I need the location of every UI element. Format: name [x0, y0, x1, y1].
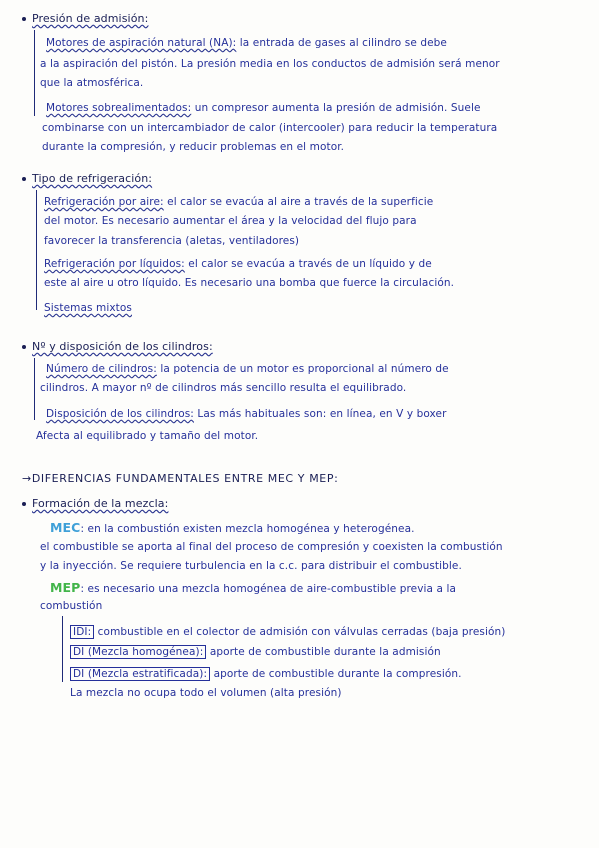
section-title-cylinders: Nº y disposición de los cilindros: — [22, 340, 213, 353]
bracket — [34, 358, 35, 420]
bullet-icon — [22, 17, 26, 21]
bullet-icon — [22, 177, 26, 181]
section-title-differences: →DIFERENCIAS FUNDAMENTALES ENTRE MEC Y MEP: — [22, 472, 339, 485]
note-line-idi: IDI: combustible en el colector de admisión con válvulas cerradas (baja presión) — [70, 626, 506, 639]
note-line: favorecer la transferencia (aletas, ventiladores) — [44, 235, 300, 247]
note-line: Número de cilindros: la potencia de un motor es proporcional al número de — [46, 363, 449, 375]
note-line: La mezcla no ocupa todo el volumen (alta presión) — [70, 687, 342, 699]
note-line: este al aire u otro líquido. Es necesario una bomba que fuerce la circulación. — [44, 277, 455, 289]
note-line-mep: MEP: es necesario una mezcla homogénea de aire-combustible previa a la — [50, 580, 457, 595]
note-line: Motores de aspiración natural (NA): la entrada de gases al cilindro se debe — [46, 37, 447, 49]
subsection-title-mixture: Formación de la mezcla: — [22, 497, 168, 510]
mec-label: MEC — [50, 520, 81, 535]
bracket — [34, 30, 35, 116]
note-line-di-homogeneous: DI (Mezcla homogénea): aporte de combustible durante la admisión — [70, 646, 441, 659]
bullet-icon — [22, 345, 26, 349]
note-line: a la aspiración del pistón. La presión media en los conductos de admisión será menor — [40, 58, 500, 70]
note-line: y la inyección. Se requiere turbulencia en la c.c. para distribuir el combustible. — [40, 560, 462, 572]
note-line: Motores sobrealimentados: un compresor aumenta la presión de admisión. Suele — [46, 102, 481, 114]
bracket — [62, 616, 63, 682]
note-line-di-stratified: DI (Mezcla estratificada): aporte de combustible durante la compresión. — [70, 668, 462, 681]
note-line: Disposición de los cilindros: Las más habituales son: en línea, en V y boxer — [46, 408, 447, 420]
note-line: combinarse con un intercambiador de calor (intercooler) para reducir la temperatura — [42, 122, 498, 134]
bullet-icon — [22, 502, 26, 506]
note-line: Sistemas mixtos — [44, 302, 132, 314]
section-title-admission: Presión de admisión: — [22, 12, 148, 25]
note-line: el combustible se aporta al final del proceso de compresión y coexisten la combustión — [40, 541, 503, 553]
bracket — [36, 190, 37, 310]
note-line: combustión — [40, 600, 103, 612]
note-line-mec: MEC: en la combustión existen mezcla homogénea y heterogénea. — [50, 520, 415, 535]
note-line: durante la compresión, y reducir problemas en el motor. — [42, 141, 345, 153]
note-line: cilindros. A mayor nº de cilindros más sencillo resulta el equilibrado. — [40, 382, 407, 394]
note-line: del motor. Es necesario aumentar el área y la velocidad del flujo para — [44, 215, 417, 227]
mep-label: MEP — [50, 580, 81, 595]
note-line: Refrigeración por aire: el calor se evacúa al aire a través de la superficie — [44, 196, 434, 208]
note-line: Afecta al equilibrado y tamaño del motor. — [36, 430, 259, 442]
note-line: que la atmosférica. — [40, 77, 144, 89]
section-title-cooling: Tipo de refrigeración: — [22, 172, 152, 185]
note-line: Refrigeración por líquidos: el calor se evacúa a través de un líquido y de — [44, 258, 432, 270]
